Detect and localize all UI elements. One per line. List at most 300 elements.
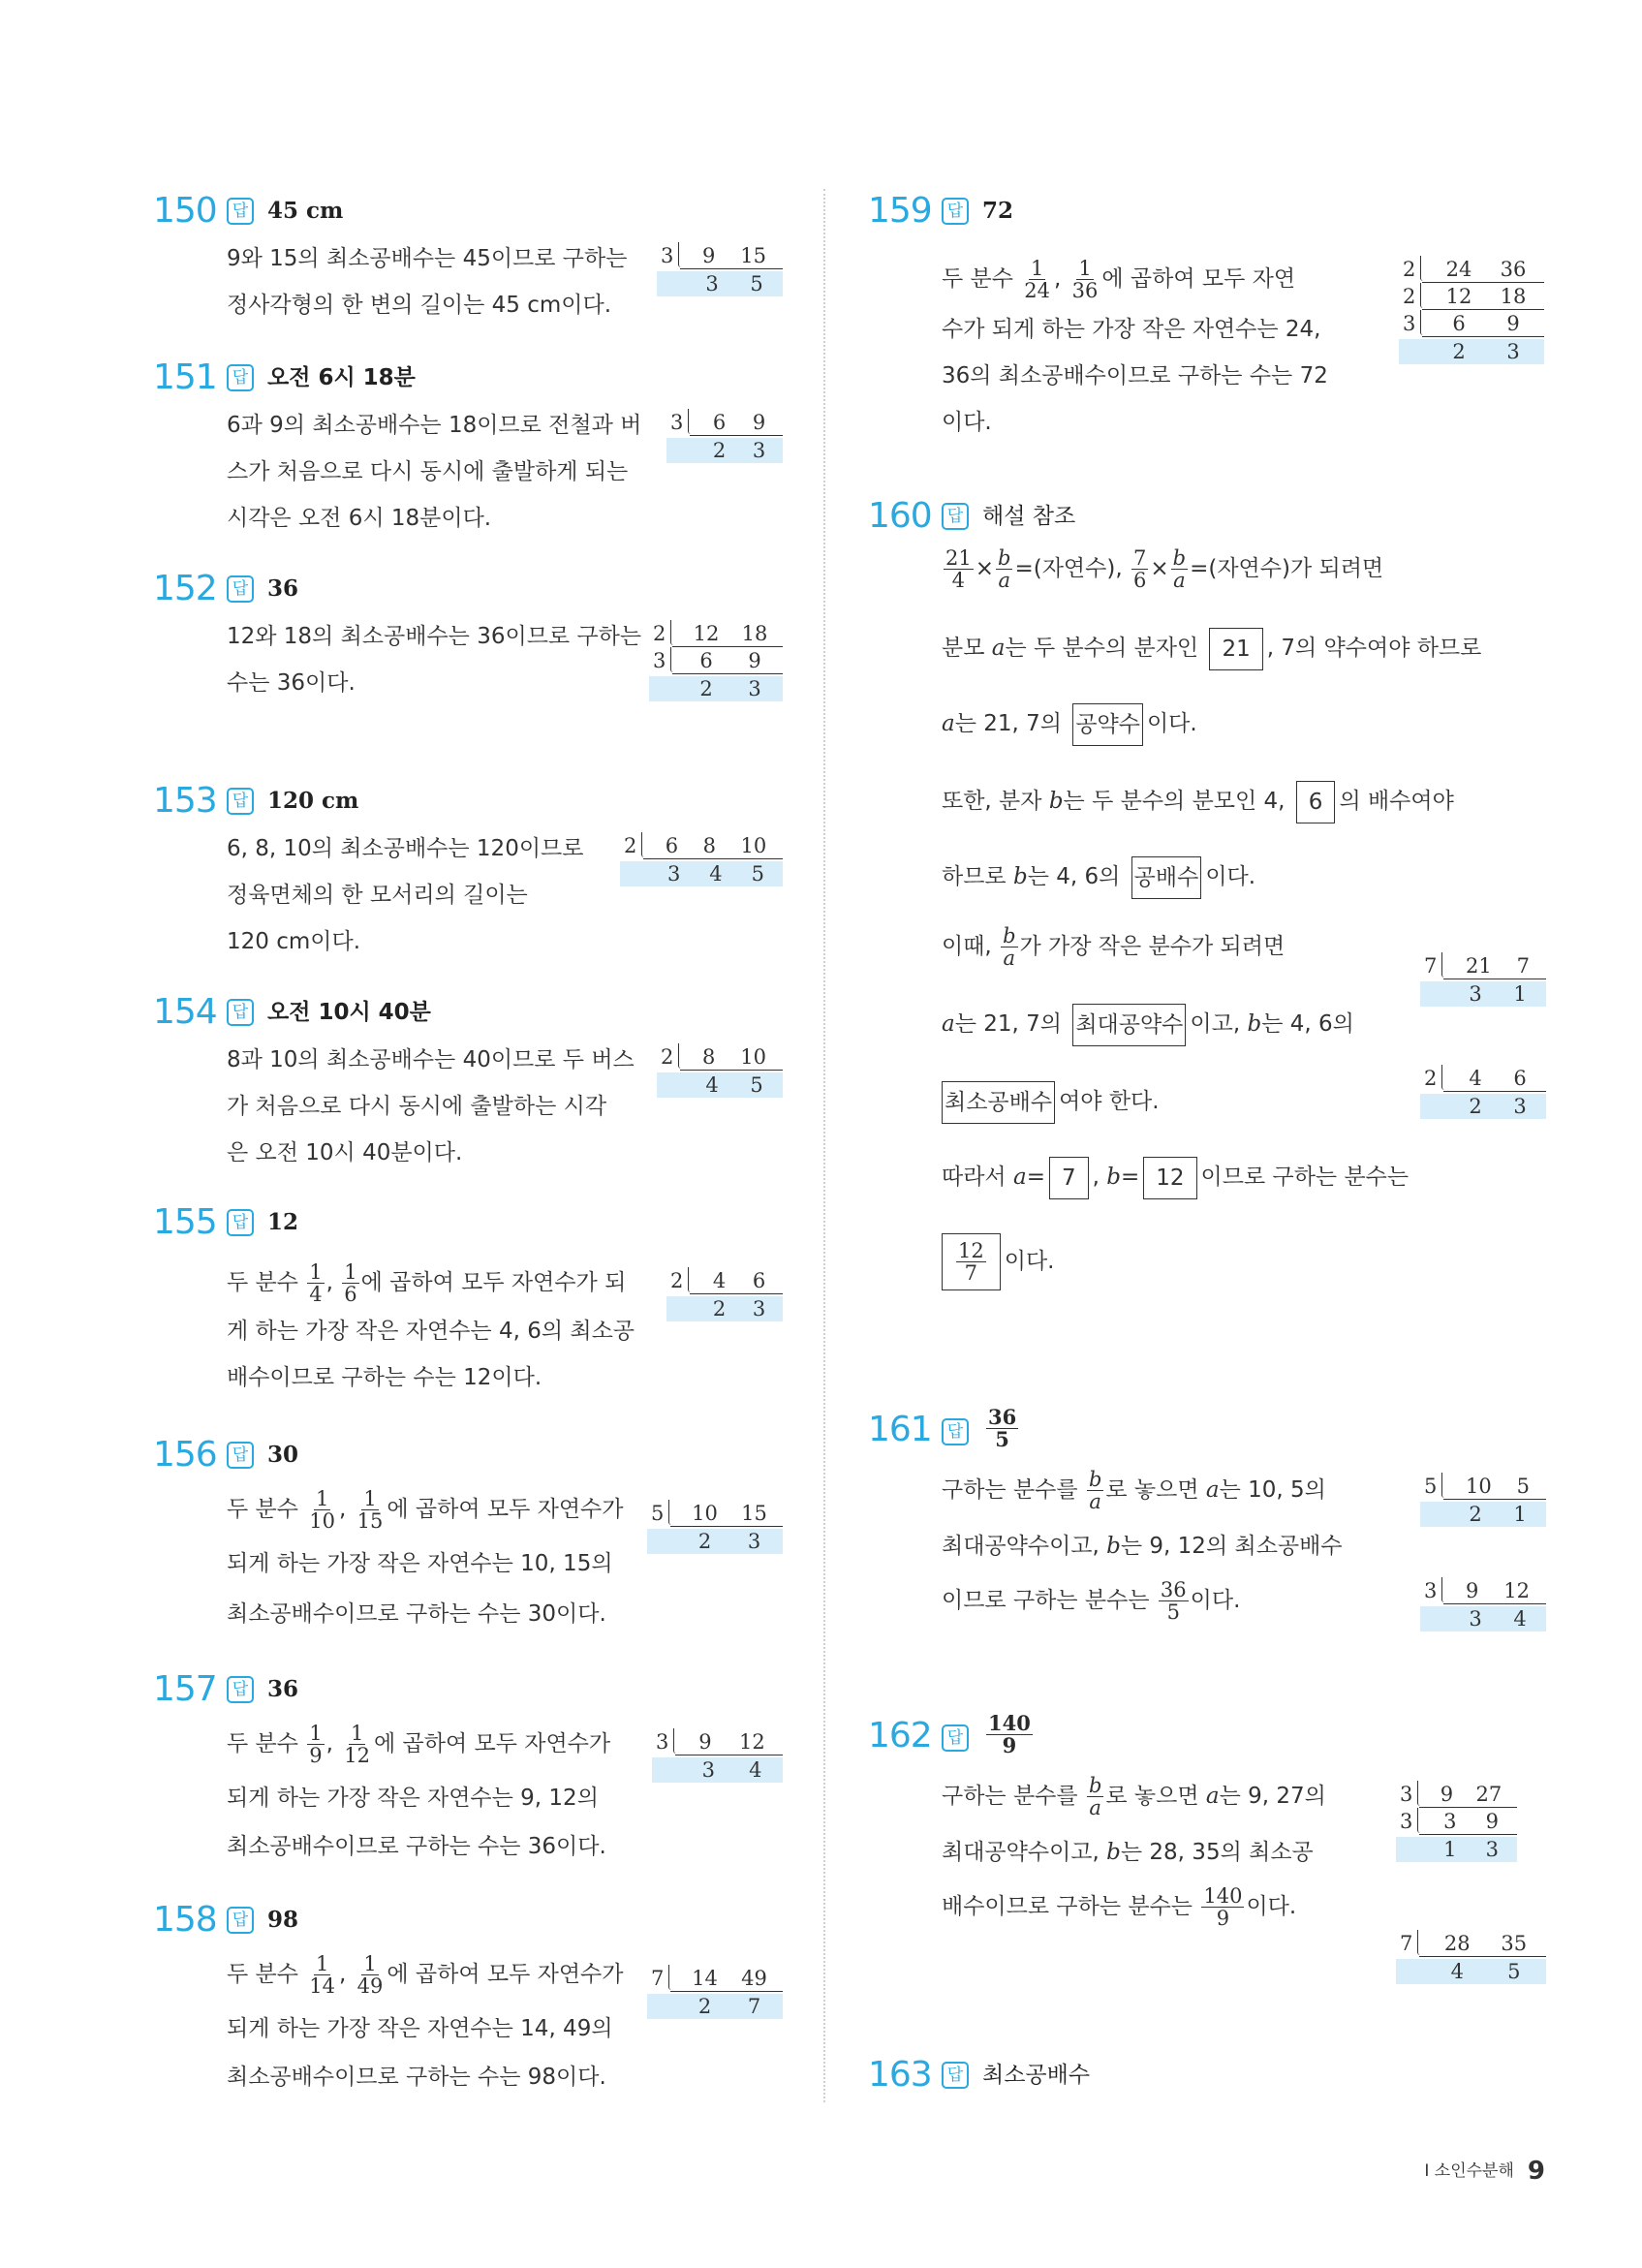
ladder-bracket xyxy=(1420,310,1423,335)
division-ladder xyxy=(1420,952,1546,1007)
ladder-dividends xyxy=(699,1269,779,1292)
ladder-bracket xyxy=(1441,1577,1444,1602)
answer-value xyxy=(986,1713,1033,1756)
ladder-number: 4 xyxy=(705,1073,719,1097)
explanation-line xyxy=(942,1829,1314,1876)
text-run: 두 분수 xyxy=(227,1962,306,1987)
numerator: b xyxy=(1003,924,1016,948)
ladder-number: 3 xyxy=(752,439,766,462)
answer-box: 6 xyxy=(1296,781,1336,823)
fraction xyxy=(356,1953,386,1997)
problem-160 xyxy=(868,497,1565,1340)
text-run: 에 곱하여 모두 자연수가 xyxy=(387,1962,624,1987)
denominator: 5 xyxy=(1166,1600,1180,1624)
text-run: 가 가장 작은 분수가 되려면 xyxy=(1019,934,1286,959)
numerator: 1 xyxy=(350,1722,364,1745)
ladder-dividends xyxy=(682,649,779,672)
numerator: 1 xyxy=(363,1487,377,1510)
ladder-bracket xyxy=(1417,1808,1420,1833)
numerator: 1 xyxy=(1030,257,1044,280)
ladder-number: 5 xyxy=(750,272,763,295)
ladder-number: 10 xyxy=(740,834,767,857)
answer-label-icon: 답 xyxy=(942,503,969,530)
ladder-divisor: 2 xyxy=(661,1045,674,1069)
denominator: 9 xyxy=(1216,1907,1230,1930)
ladder-row xyxy=(666,1267,783,1294)
ladder-number: 10 xyxy=(1465,1475,1492,1498)
denominator: a xyxy=(1003,947,1016,970)
fraction xyxy=(1087,1775,1103,1818)
fraction xyxy=(1087,1469,1103,1512)
ladder-row xyxy=(666,409,783,436)
explanation-line: 되게 하는 가장 작은 자연수는 9, 12의 xyxy=(227,1786,599,1811)
ladder-result xyxy=(1399,339,1544,364)
ladder-row xyxy=(657,242,783,269)
equation-line xyxy=(942,545,1383,592)
explanation-line xyxy=(227,1951,624,1998)
text-run: 로 놓으면 xyxy=(1105,1477,1206,1503)
variable-b: b xyxy=(1106,1165,1121,1190)
answer-value: 30 xyxy=(267,1442,299,1468)
ladder-line xyxy=(1419,1834,1517,1835)
ladder-number: 2 xyxy=(1452,340,1466,363)
ladder-divisor: 3 xyxy=(1400,1810,1413,1833)
ladder-line xyxy=(1419,1956,1546,1957)
fraction xyxy=(307,1953,337,1997)
explanation-line xyxy=(227,1486,624,1533)
explanation-line: 정사각형의 한 변의 길이는 45 cm이다. xyxy=(227,293,612,318)
ladder-bracket xyxy=(670,647,673,672)
ladder-result xyxy=(657,1072,783,1098)
ladder-line xyxy=(680,1070,783,1071)
ladder-result xyxy=(657,271,783,296)
text-run: 이때, xyxy=(942,934,1000,959)
ladder-bracket xyxy=(1441,1473,1444,1498)
text-run: , xyxy=(339,1962,354,1987)
text-run: 최대공약수이고, xyxy=(942,1840,1107,1865)
division-ladder xyxy=(1420,1065,1546,1119)
numerator: b xyxy=(1088,1774,1102,1797)
ladder-row xyxy=(649,647,783,674)
answer-box: 21 xyxy=(1209,628,1262,670)
ladder-number: 2 xyxy=(712,1297,727,1320)
problem-number: 157 xyxy=(153,1669,217,1709)
explanation-line: 게 하는 가장 작은 자연수는 4, 6의 최소공 xyxy=(227,1319,635,1344)
ladder-number: 3 xyxy=(1469,982,1482,1006)
division-ladder xyxy=(649,620,783,701)
numerator: 1 xyxy=(344,1260,357,1284)
text-run: 는 21, 7의 xyxy=(954,711,1069,736)
text-run: 이고, xyxy=(1190,1011,1248,1037)
ladder-number: 4 xyxy=(712,1269,727,1292)
ladder-line xyxy=(690,435,783,436)
text-run: 두 분수 xyxy=(227,1497,306,1522)
ladder-number: 14 xyxy=(692,1967,718,1990)
ladder-number: 4 xyxy=(1469,1067,1482,1090)
ladder-row xyxy=(1396,1930,1546,1957)
ladder-bracket xyxy=(678,242,681,267)
explanation-line: 9와 15의 최소공배수는 45이므로 구하는 xyxy=(227,246,628,271)
ladder-number: 2 xyxy=(1469,1503,1482,1526)
ladder-dividends xyxy=(1429,1932,1542,1955)
ladder-row xyxy=(1420,952,1546,979)
numerator: 21 xyxy=(945,546,972,570)
ladder-row xyxy=(1420,1577,1546,1604)
ladder-number: 1 xyxy=(1513,982,1527,1006)
text-run: 최대공약수이고, xyxy=(942,1534,1107,1559)
times-sign: × xyxy=(1150,556,1169,581)
text-run: 이다. xyxy=(1205,864,1256,889)
numerator: 1 xyxy=(363,1952,377,1975)
fraction xyxy=(356,1488,386,1532)
numerator: 1 xyxy=(315,1487,329,1510)
denominator: 12 xyxy=(344,1744,371,1767)
ladder-divisor: 3 xyxy=(1403,312,1416,335)
answer-box: 최대공약수 xyxy=(1072,1004,1186,1046)
problem-154 xyxy=(153,993,783,1167)
denominator: 24 xyxy=(1024,279,1051,302)
numerator: 1 xyxy=(309,1722,323,1745)
ladder-number: 5 xyxy=(1516,1475,1531,1498)
text-run: 이다. xyxy=(1146,711,1197,736)
numerator: 36 xyxy=(988,1405,1017,1429)
text-run: 하므로 xyxy=(942,864,1013,889)
text-run: 는 10, 5의 xyxy=(1219,1477,1326,1503)
ladder-dividends xyxy=(685,1730,779,1754)
explanation-line xyxy=(942,256,1295,302)
problem-number: 153 xyxy=(153,781,217,821)
ladder-number: 3 xyxy=(705,272,719,295)
explanation-line xyxy=(942,1577,1240,1624)
fraction xyxy=(307,1261,324,1305)
ladder-row xyxy=(1399,283,1544,310)
ladder-number: 18 xyxy=(741,622,768,645)
explanation-line xyxy=(942,700,1197,747)
ladder-number: 27 xyxy=(1475,1783,1503,1806)
ladder-number: 5 xyxy=(1507,1960,1521,1983)
ladder-divisor: 7 xyxy=(651,1967,665,1990)
text-run: 여야 한다. xyxy=(1059,1089,1160,1114)
ladder-number: 6 xyxy=(1452,312,1466,335)
text-run: 구하는 분수를 xyxy=(942,1477,1085,1503)
text-run: 에 곱하여 모두 자연수가 xyxy=(374,1731,611,1756)
ladder-bracket xyxy=(668,1965,671,1990)
answer-label-icon: 답 xyxy=(227,1209,254,1236)
answer-box: 최소공배수 xyxy=(942,1081,1055,1124)
ladder-number: 9 xyxy=(1465,1579,1479,1602)
explanation-line: 최소공배수이므로 구하는 수는 30이다. xyxy=(227,1601,606,1627)
numerator: 36 xyxy=(1160,1578,1187,1601)
ladder-number: 9 xyxy=(1485,1810,1499,1833)
problem-number: 163 xyxy=(868,2055,932,2095)
ladder-row xyxy=(1396,1808,1517,1835)
ladder-dividends xyxy=(690,244,779,267)
denominator: a xyxy=(1089,1796,1101,1819)
ladder-divisor: 3 xyxy=(1400,1783,1413,1806)
ladder-dividends xyxy=(1432,258,1540,281)
ladder-row xyxy=(647,1500,783,1527)
text-run: 는 28, 35의 최소공 xyxy=(1120,1840,1314,1865)
text-run: , xyxy=(1054,266,1069,292)
ladder-dividends xyxy=(690,1045,779,1069)
answer-value xyxy=(986,1407,1018,1450)
fraction xyxy=(1159,1579,1189,1623)
division-ladder xyxy=(1399,256,1544,364)
ladder-result xyxy=(1420,981,1546,1007)
variable-b: b xyxy=(1012,864,1028,889)
division-ladder xyxy=(647,1500,783,1554)
ladder-row xyxy=(1399,256,1544,283)
problem-158 xyxy=(153,1901,783,2095)
denominator: 36 xyxy=(1071,279,1099,302)
ladder-number: 2 xyxy=(699,677,713,700)
text-run: 이다. xyxy=(1004,1249,1055,1274)
text-run: , 7의 약수여야 하므로 xyxy=(1266,636,1482,661)
ladder-number: 18 xyxy=(1500,285,1527,308)
ladder-number: 3 xyxy=(1506,340,1520,363)
problem-152 xyxy=(153,570,783,734)
ladder-divisor: 2 xyxy=(1403,285,1416,308)
explanation-line xyxy=(942,1001,1354,1047)
ladder-line xyxy=(670,1526,783,1527)
ladder-dividends xyxy=(682,622,779,645)
ladder-dividends xyxy=(1453,954,1542,978)
numerator: 140 xyxy=(988,1711,1031,1735)
problem-number: 151 xyxy=(153,357,217,397)
ladder-number: 3 xyxy=(1513,1095,1527,1118)
ladder-divisor: 3 xyxy=(653,649,666,672)
ladder-result xyxy=(666,438,783,463)
ladder-number: 8 xyxy=(702,834,716,857)
ladder-result xyxy=(1420,1094,1546,1119)
ladder-row xyxy=(657,1043,783,1071)
problem-162 xyxy=(868,1713,1565,2004)
ladder-dividends xyxy=(680,1967,779,1990)
ladder-number: 10 xyxy=(692,1502,718,1525)
fraction xyxy=(307,1488,337,1532)
answer-value: 오전 10시 40분 xyxy=(267,1000,431,1025)
ladder-result xyxy=(620,861,783,886)
ladder-row xyxy=(649,620,783,647)
text-run: 이므로 구하는 분수는 xyxy=(1200,1165,1410,1190)
variable-a: a xyxy=(991,636,1006,661)
fraction xyxy=(1070,258,1100,301)
answer-label-icon: 답 xyxy=(227,999,254,1026)
ladder-number: 24 xyxy=(1445,258,1472,281)
ladder-dividends xyxy=(1432,312,1540,335)
answer-value: 해설 참조 xyxy=(982,504,1076,529)
explanation-line: 12와 18의 최소공배수는 36이므로 구하는 xyxy=(227,624,642,649)
ladder-number: 9 xyxy=(748,649,761,672)
division-ladder xyxy=(666,409,783,463)
ladder-divisor: 3 xyxy=(670,411,684,434)
denominator: 4 xyxy=(309,1283,323,1306)
denominator: 9 xyxy=(309,1744,323,1767)
fraction xyxy=(342,1261,358,1305)
explanation-line xyxy=(942,1773,1326,1819)
ladder-number: 7 xyxy=(1516,954,1531,978)
answer-label-icon: 답 xyxy=(227,788,254,815)
explanation-line: 정육면체의 한 모서리의 길이는 xyxy=(227,883,528,908)
fraction xyxy=(1131,547,1148,591)
variable-a: a xyxy=(942,711,955,736)
fraction xyxy=(342,1723,372,1766)
denominator: a xyxy=(1089,1490,1101,1513)
ladder-number: 3 xyxy=(1469,1607,1482,1631)
text-run: 에 곱하여 모두 자연 xyxy=(1101,266,1296,292)
ladder-number: 6 xyxy=(712,411,727,434)
page-number: 9 xyxy=(1527,2157,1545,2186)
answer-value: 12 xyxy=(267,1209,299,1235)
ladder-number: 12 xyxy=(1445,285,1472,308)
answer-value: 72 xyxy=(982,198,1014,224)
ladder-bracket xyxy=(1441,1065,1444,1090)
ladder-number: 12 xyxy=(1503,1579,1531,1602)
ladder-number: 2 xyxy=(712,439,727,462)
times-sign: × xyxy=(975,556,995,581)
section-title: Ⅰ 소인수분해 xyxy=(1424,2161,1514,2181)
ladder-bracket xyxy=(673,1728,676,1754)
answer-box xyxy=(942,1233,1001,1290)
explanation-line: 시각은 오전 6시 18분이다. xyxy=(227,506,492,531)
explanation-line: 6과 9의 최소공배수는 18이므로 전철과 버 xyxy=(227,413,642,438)
explanation-line: 가 처음으로 다시 동시에 출발하는 시각 xyxy=(227,1094,607,1119)
ladder-number: 12 xyxy=(693,622,720,645)
problem-number: 150 xyxy=(153,191,217,231)
ladder-number: 15 xyxy=(741,1502,767,1525)
numerator: 1 xyxy=(1078,257,1092,280)
explanation-line xyxy=(942,923,1285,970)
division-ladder xyxy=(657,1043,783,1098)
problem-number: 154 xyxy=(153,992,217,1032)
text-run: 이다. xyxy=(1246,1894,1297,1919)
ladder-dividends xyxy=(1429,1783,1513,1806)
text-run: 는 4, 6의 xyxy=(1027,864,1128,889)
ladder-number: 15 xyxy=(740,244,767,267)
text-run: = xyxy=(1026,1165,1045,1190)
ladder-dividends xyxy=(699,411,779,434)
ladder-number: 3 xyxy=(1485,1838,1499,1861)
division-ladder xyxy=(1420,1473,1546,1527)
variable-b: b xyxy=(1048,789,1064,814)
denominator: 6 xyxy=(344,1283,357,1306)
ladder-number: 35 xyxy=(1501,1932,1528,1955)
ladder-number: 4 xyxy=(1450,1960,1464,1983)
ladder-number: 2 xyxy=(697,1530,712,1553)
ladder-divisor: 7 xyxy=(1424,954,1438,978)
ladder-divisor: 5 xyxy=(651,1502,665,1525)
ladder-divisor: 3 xyxy=(1424,1579,1438,1602)
fraction xyxy=(944,547,974,591)
ladder-row xyxy=(652,1728,783,1755)
ladder-divisor: 5 xyxy=(1424,1475,1438,1498)
fraction xyxy=(1171,547,1188,591)
answer-label-icon: 답 xyxy=(227,364,254,391)
division-ladder xyxy=(1396,1781,1517,1862)
numerator: b xyxy=(998,546,1011,570)
text-run: 구하는 분수를 xyxy=(942,1784,1085,1809)
denominator: a xyxy=(1173,569,1186,592)
denominator: 14 xyxy=(309,1974,336,1998)
explanation-line: 되게 하는 가장 작은 자연수는 10, 15의 xyxy=(227,1551,613,1576)
ladder-number: 8 xyxy=(701,1045,716,1069)
ladder-divisor: 2 xyxy=(624,834,637,857)
numerator: 7 xyxy=(1132,546,1147,570)
explanation-line xyxy=(942,1883,1296,1930)
ladder-line xyxy=(680,268,783,269)
problem-153 xyxy=(153,782,783,956)
ladder-bracket xyxy=(641,832,644,857)
variable-b: b xyxy=(1106,1534,1121,1559)
ladder-dividends xyxy=(1432,285,1540,308)
text-run: 두 분수 xyxy=(227,1731,306,1756)
division-ladder xyxy=(666,1267,783,1321)
denominator: 7 xyxy=(964,1261,978,1285)
ladder-divisor: 2 xyxy=(1424,1067,1438,1090)
fraction xyxy=(1201,1885,1244,1929)
explanation-line xyxy=(227,1721,610,1767)
fraction xyxy=(956,1240,986,1284)
ladder-number: 36 xyxy=(1500,258,1527,281)
ladder-number: 9 xyxy=(1506,312,1520,335)
ladder-divisor: 2 xyxy=(653,622,666,645)
ladder-number: 5 xyxy=(751,862,764,885)
answer-value: 98 xyxy=(267,1907,299,1933)
problem-number: 162 xyxy=(868,1716,932,1755)
problem-157 xyxy=(153,1670,783,1864)
answer-label-icon: 답 xyxy=(227,575,254,603)
ladder-number: 3 xyxy=(752,1297,766,1320)
text-run: 분모 xyxy=(942,636,992,661)
ladder-result xyxy=(652,1757,783,1783)
page-footer xyxy=(1424,2157,1545,2186)
problem-number: 158 xyxy=(153,1900,217,1940)
ladder-row xyxy=(1396,1781,1517,1808)
explanation-line xyxy=(942,1078,1160,1125)
problem-161 xyxy=(868,1407,1565,1630)
ladder-number: 3 xyxy=(747,1530,761,1553)
ladder-dividends xyxy=(653,834,779,857)
ladder-number: 1 xyxy=(1443,1838,1457,1861)
division-ladder xyxy=(657,242,783,296)
denominator: 10 xyxy=(309,1509,336,1533)
text-run: =(자연수), xyxy=(1014,556,1130,581)
answer-label-icon: 답 xyxy=(227,1907,254,1934)
ladder-dividends xyxy=(1453,1475,1542,1498)
numerator: 12 xyxy=(958,1239,984,1262)
ladder-line xyxy=(1422,336,1544,337)
explanation-line xyxy=(942,1523,1343,1569)
text-run: 따라서 xyxy=(942,1165,1013,1190)
text-run: 배수이므로 구하는 분수는 xyxy=(942,1894,1200,1919)
text-run: =(자연수)가 되려면 xyxy=(1190,556,1384,581)
ladder-bracket xyxy=(1420,283,1423,308)
explanation-line xyxy=(942,854,1255,900)
ladder-line xyxy=(690,1293,783,1294)
ladder-number: 9 xyxy=(1440,1783,1454,1806)
fraction xyxy=(1022,258,1052,301)
ladder-number: 9 xyxy=(701,244,716,267)
problem-number: 152 xyxy=(153,569,217,608)
denominator: 4 xyxy=(951,569,966,592)
explanation-line: 36의 최소공배수이므로 구하는 수는 72 xyxy=(942,363,1328,388)
ladder-number: 2 xyxy=(1469,1095,1482,1118)
ladder-line xyxy=(1443,1499,1546,1500)
ladder-result xyxy=(1420,1606,1546,1631)
ladder-number: 3 xyxy=(1443,1810,1457,1833)
ladder-divisor: 2 xyxy=(670,1269,684,1292)
variable-a: a xyxy=(1205,1784,1220,1809)
